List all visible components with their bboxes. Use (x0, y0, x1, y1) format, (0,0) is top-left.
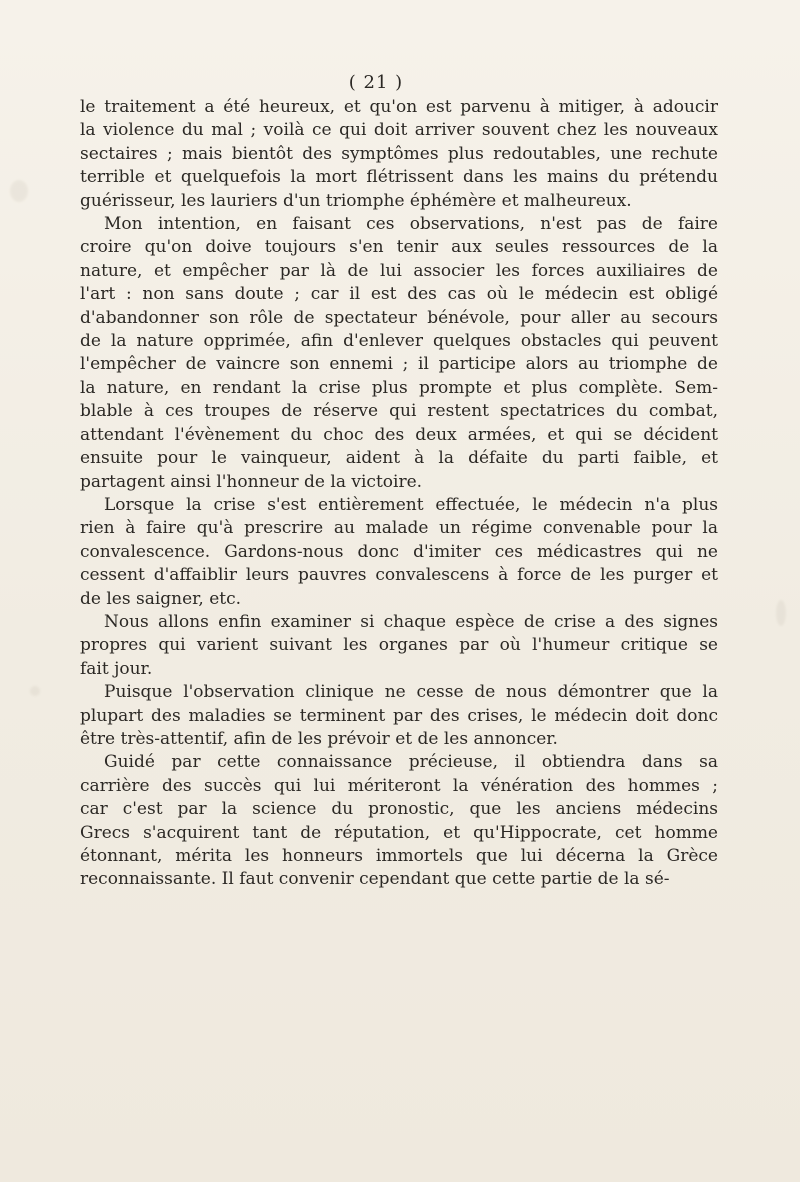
text-line: la nature, en rendant la crise plus prompte et plus complète. Sem- (80, 377, 718, 398)
text-line: propres qui varient suivant les organes par où l'humeur critique se (80, 635, 718, 656)
paper-stain (776, 600, 786, 626)
paper-stain (10, 180, 28, 202)
text-line: Mon intention, en faisant ces observations, n'est pas de faire (104, 214, 718, 235)
body-text (80, 96, 718, 892)
text-line: terrible et quelquefois la mort flétrissent dans les mains du prétendu (80, 167, 718, 188)
text-line: convalescence. Gardons-nous donc d'imiter ces médicastres qui ne (80, 541, 718, 562)
text-line: sectaires ; mais bientôt des symptômes plus redoutables, une rechute (80, 143, 718, 164)
text-line: de les saigner, etc. (80, 588, 242, 609)
text-line: fait jour. (80, 658, 153, 679)
text-line: ensuite pour le vainqueur, aident à la défaite du parti faible, et (80, 448, 718, 469)
paper-stain (30, 686, 40, 696)
text-line: Guidé par cette connaissance précieuse, il obtiendra dans sa (104, 752, 718, 773)
text-line: blable à ces troupes de réserve qui restent spectatrices du combat, (80, 401, 718, 422)
text-line: nature, et empêcher par là de lui associer les forces auxiliaires de (80, 260, 718, 281)
text-line: croire qu'on doive toujours s'en tenir aux seules ressources de la (80, 237, 718, 258)
text-line: l'art : non sans doute ; car il est des cas où le médecin est obligé (80, 284, 718, 305)
text-line: cessent d'affaiblir leurs pauvres convalescens à force de les purger et (80, 565, 718, 586)
text-line: Nous allons enfin examiner si chaque espèce de crise a des signes (104, 611, 718, 632)
text-line: être très-attentif, afin de les prévoir et de les annoncer. (80, 728, 558, 749)
text-line: attendant l'évènement du choc des deux armées, et qui se décident (80, 424, 718, 445)
text-line: guérisseur, les lauriers d'un triomphe éphémère et malheureux. (80, 190, 632, 211)
text-line: l'empêcher de vaincre son ennemi ; il participe alors au triomphe de (80, 354, 718, 375)
text-line: carrière des succès qui lui mériteront la vénération des hommes ; (80, 775, 718, 796)
text-line: Puisque l'observation clinique ne cesse de nous démontrer que la (104, 682, 718, 703)
text-line: rien à faire qu'à prescrire au malade un régime convenable pour la (80, 518, 718, 539)
text-line: plupart des maladies se terminent par des crises, le médecin doit donc (80, 705, 718, 726)
text-line: d'abandonner son rôle de spectateur bénévole, pour aller au secours (80, 307, 718, 328)
text-line: Grecs s'acquirent tant de réputation, et qu'Hippocrate, cet homme (80, 822, 718, 843)
text-line: reconnaissante. Il faut convenir cependant que cette partie de la sé- (80, 869, 670, 890)
text-line: Lorsque la crise s'est entièrement effectuée, le médecin n'a plus (104, 494, 718, 515)
page-number: ( 21 ) (348, 72, 404, 93)
text-line: étonnant, mérita les honneurs immortels que lui décerna la Grèce (80, 846, 718, 866)
text-line: car c'est par la science du pronostic, que les anciens médecins (80, 799, 718, 820)
text-line: de la nature opprimée, afin d'enlever quelques obstacles qui peuvent (80, 331, 718, 352)
text-line: partagent ainsi l'honneur de la victoire. (80, 471, 423, 492)
text-line: la violence du mal ; voilà ce qui doit arriver souvent chez les nouveaux (80, 120, 718, 141)
text-line: le traitement a été heureux, et qu'on est parvenu à mitiger, à adoucir (80, 97, 718, 117)
